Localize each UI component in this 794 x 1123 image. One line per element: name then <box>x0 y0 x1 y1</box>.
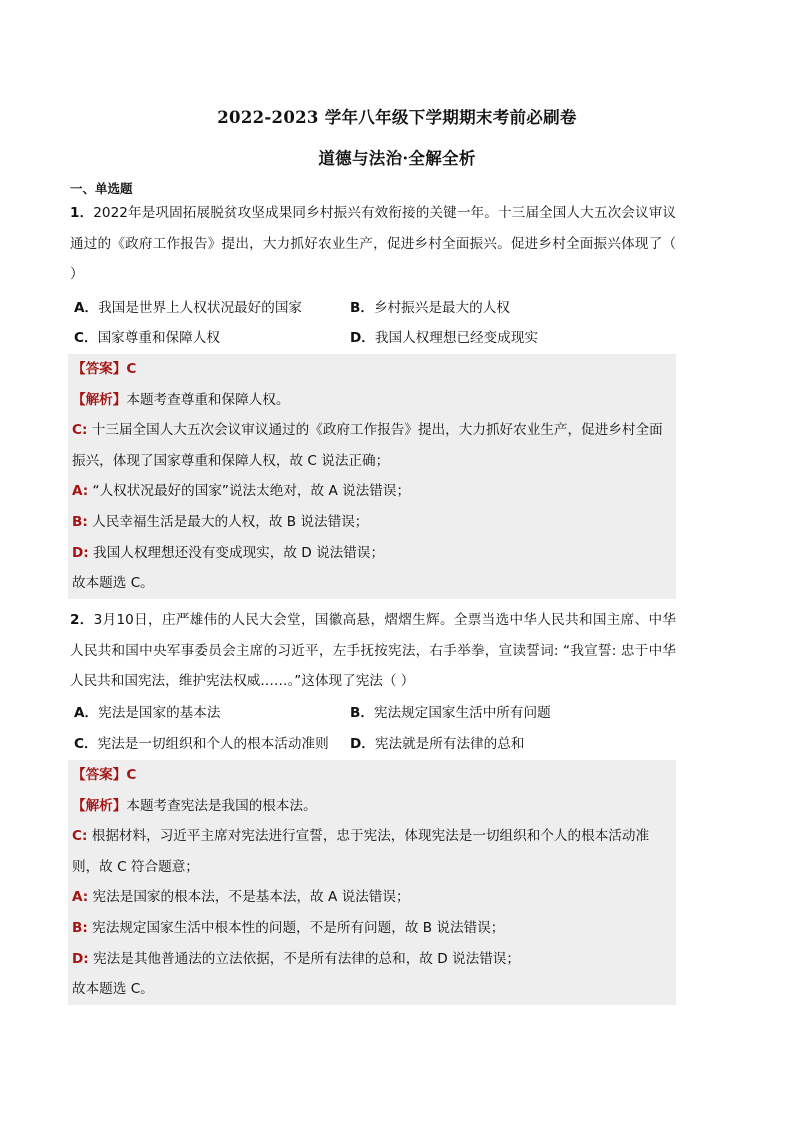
answer-value: C <box>126 767 137 783</box>
conclusion-line: 故本题选 C。 <box>72 981 154 998</box>
question-number: 2． <box>70 612 94 628</box>
analysis-line: 【解析】本题考查尊重和保障人权。 <box>72 391 290 408</box>
explanation-d: D: 我国人权理想还没有变成现实，故 D 说法错误； <box>72 544 385 561</box>
question-1-stem <box>70 198 676 290</box>
explanation-c: C: 十三届全国人大五次会议审议通过的《政府工作报告》提出，大力抓好农业生产，促进乡村全面振兴，体现了国家尊重和保障人权，故 C 说法正确； <box>72 422 663 469</box>
question-2-option-b: B．宪法规定国家生活中所有问题 <box>350 705 551 721</box>
question-2-option-d: D．宪法就是所有法律的总和 <box>350 736 525 752</box>
question-text: 3月10日，庄严雄伟的人民大会堂，国徽高悬，熠熠生辉。全票当选中华人民共和国主席、中华人民共和国中央军事委员会主席的习近平，左手抚按宪法，右手举拳，宣读誓词: “我宣誓: 忠于中华人民共和国宪法，维护宪法权威……。”这体现了宪法（ ） <box>70 612 676 689</box>
question-2-answer-box <box>68 760 676 1005</box>
document-subtitle: 道德与法治·全解全析 <box>318 149 476 168</box>
section-heading: 一、单选题 <box>70 181 133 196</box>
explanation-b: B: 宪法规定国家生活中根本性的问题，不是所有问题，故 B 说法错误； <box>72 919 505 936</box>
question-2-option-c: C．宪法是一切组织和个人的根本活动准则 <box>74 736 329 752</box>
question-text: 2022年是巩固拓展脱贫攻坚成果同乡村振兴有效衔接的关键一年。十三届全国人大五次会议审议通过的《政府工作报告》提出，大力抓好农业生产，促进乡村全面振兴。促进乡村全面振兴体现了（ ） <box>70 205 676 282</box>
explanation-d: D: 宪法是其他普通法的立法依据，不是所有法律的总和，故 D 说法错误； <box>72 950 520 967</box>
document-title: 2022-2023 学年八年级下学期期末考前必刷卷 <box>217 108 577 127</box>
question-1-option-d: D．我国人权理想已经变成现实 <box>350 330 539 346</box>
conclusion-line: 故本题选 C。 <box>72 575 154 592</box>
question-1-answer-box <box>68 354 676 599</box>
question-2-option-a: A．宪法是国家的基本法 <box>74 705 221 721</box>
question-2-stem <box>70 605 676 697</box>
explanation-a: A: 宪法是国家的根本法，不是基本法，故 A 说法错误； <box>72 889 410 906</box>
question-1-option-a: A．我国是世界上人权状况最好的国家 <box>74 300 303 316</box>
answer-line: 【答案】C <box>72 767 137 783</box>
explanation-b: B: 人民幸福生活是最大的人权，故 B 说法错误； <box>72 513 369 530</box>
analysis-line: 【解析】本题考查宪法是我国的根本法。 <box>72 797 317 814</box>
question-number: 1． <box>70 205 94 221</box>
answer-line: 【答案】C <box>72 361 137 377</box>
question-1-option-b: B．乡村振兴是最大的人权 <box>350 300 510 316</box>
question-1-option-c: C．国家尊重和保障人权 <box>74 330 220 346</box>
answer-value: C <box>126 361 137 377</box>
explanation-c: C: 根据材料，习近平主席对宪法进行宣誓，忠于宪法，体现宪法是一切组织和个人的根本活动准则，故 C 符合题意； <box>72 828 650 875</box>
explanation-a: A: “人权状况最好的国家”说法太绝对，故 A 说法错误； <box>72 483 411 500</box>
